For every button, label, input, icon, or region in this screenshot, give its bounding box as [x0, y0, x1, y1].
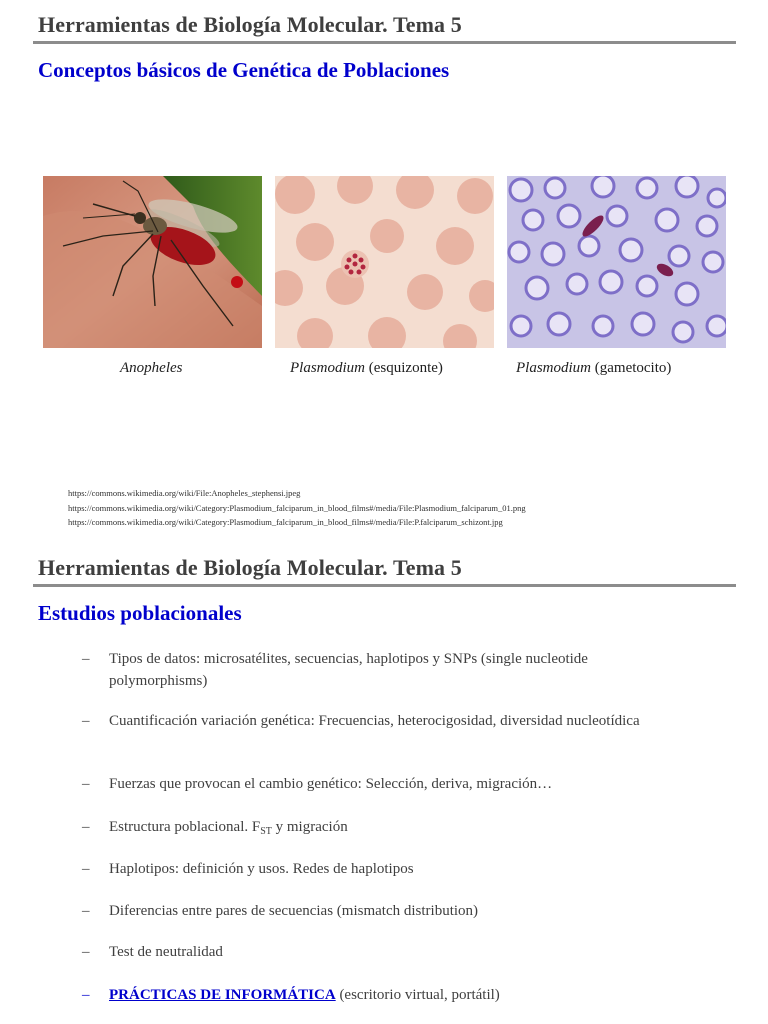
header-divider: [33, 41, 736, 44]
bullet-dash: –: [82, 987, 90, 1003]
bullet-dash: –: [82, 819, 90, 835]
bullet-dash: –: [82, 903, 90, 919]
section-title: Conceptos básicos de Genética de Poblaciones: [38, 58, 450, 82]
blood-smear-schizont-photo: [275, 176, 494, 348]
list-item: [0, 773, 768, 795]
bullet-dash: –: [82, 776, 90, 792]
caption-rest: (gametocito): [591, 360, 672, 376]
bullet-text: Estructura poblacional. F: [109, 819, 261, 835]
mosquito-photo: [43, 176, 262, 348]
bullet-dash: –: [82, 651, 90, 667]
slide-header-title: Herramientas de Biología Molecular. Tema 5: [38, 555, 462, 580]
caption-rest: (esquizonte): [365, 360, 443, 376]
header-divider: [33, 584, 736, 587]
list-item: [0, 710, 768, 732]
bullet-dash: –: [82, 713, 90, 729]
reference-url: https://commons.wikimedia.org/wiki/File:Anopheles_stephensi.jpeg: [68, 488, 301, 498]
bullet-text: Tipos de datos: microsatélites, secuencias, haplotipos y SNPs (single nucleotide polymorphisms): [109, 651, 588, 689]
slide-header-title: Herramientas de Biología Molecular. Tema 5: [38, 12, 462, 37]
bullet-text: Fuerzas que provocan el cambio genético: Selección, deriva, migración…: [109, 776, 553, 792]
blood-smear-gametocyte-photo: [507, 176, 726, 348]
reference-url: https://commons.wikimedia.org/wiki/Category:Plasmodium_falciparum_in_blood_films#/media/File:Plasmodium_falciparum_01.png: [68, 502, 526, 513]
bullet-text: Diferencias entre pares de secuencias (mismatch distribution): [109, 903, 479, 919]
caption-italic: Plasmodium: [516, 360, 591, 376]
bullet-text: Cuantificación variación genética: Frecuencias, heterocigosidad, diversidad nucleotídica: [109, 713, 640, 729]
caption-plasmodium-schizont: [290, 360, 443, 377]
bullet-dash: –: [82, 944, 90, 960]
list-item: [0, 984, 768, 1006]
bullet-text: Haplotipos: definición y usos. Redes de haplotipos: [109, 861, 414, 877]
caption-anopheles: [120, 360, 182, 377]
caption-plasmodium-gametocyte: [516, 360, 671, 377]
caption-italic: Plasmodium: [290, 360, 365, 376]
list-item: [0, 858, 768, 880]
reference-url: https://commons.wikimedia.org/wiki/Category:Plasmodium_falciparum_in_blood_films#/media/File:P.falciparum_schizont.jpg: [68, 517, 503, 527]
list-item: [0, 900, 768, 922]
practicas-link[interactable]: PRÁCTICAS DE INFORMÁTICA: [109, 987, 336, 1003]
list-item: [0, 941, 768, 963]
slide-2: [0, 543, 768, 1024]
section-title: Estudios poblacionales: [38, 601, 242, 625]
bullet-text: Test de neutralidad: [109, 944, 223, 960]
bullet-dash: –: [82, 861, 90, 877]
caption-italic: Anopheles: [120, 360, 183, 376]
bullet-text: y migración: [271, 819, 348, 835]
fst-subscript: ST: [260, 826, 272, 837]
list-item: [0, 816, 768, 843]
bullet-text: (escritorio virtual, portátil): [335, 987, 500, 1003]
list-item: [0, 648, 768, 692]
image-references: [68, 486, 748, 530]
